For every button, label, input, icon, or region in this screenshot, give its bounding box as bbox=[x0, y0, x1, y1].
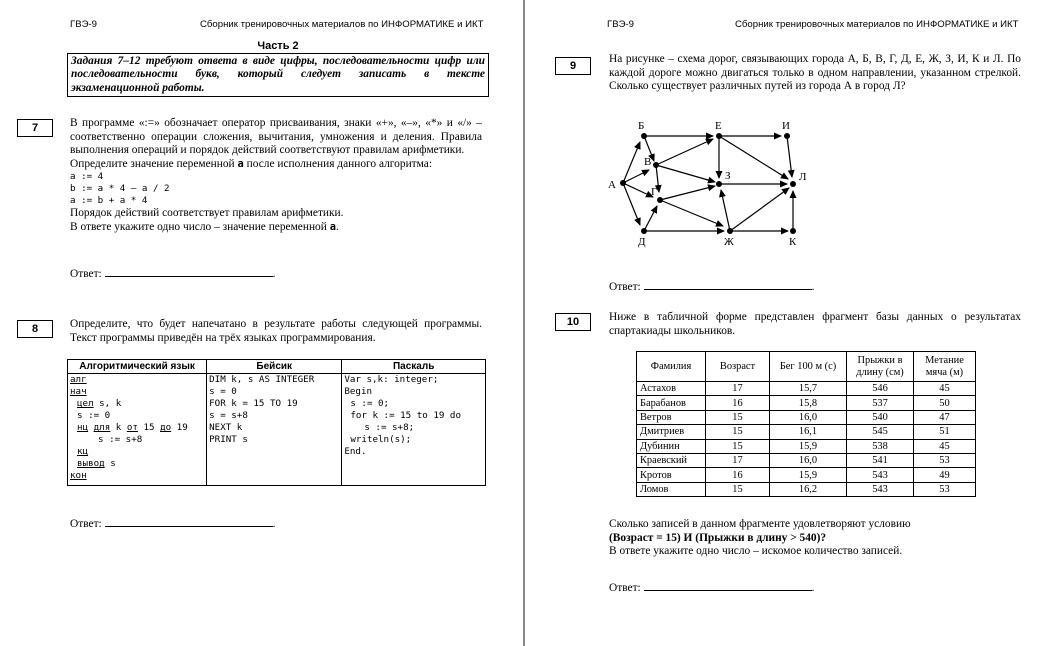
task-7-para2: Определите значение переменной a после исполнения данного алгоритма: bbox=[70, 157, 432, 170]
label-I: И bbox=[782, 120, 790, 132]
alg-code: алг нач цел s, k s := 0 нц для k от 15 до 19 s := s+8 кц вывод s кон bbox=[68, 374, 207, 486]
task-8-answer[interactable]: Ответ: . bbox=[70, 518, 276, 530]
table-row: Барабанов 16 15,8 537 50 bbox=[637, 396, 976, 410]
task-10-number: 10 bbox=[555, 313, 591, 331]
task-7-para1: В программе «:=» обозначает оператор присваивания, знаки «+», «–», «*» и «/» – соответственно операции сложения, вычитания, умножения и деления. Правила выполнения операций и порядок действий соответствуют правилам арифметики. bbox=[70, 117, 482, 157]
node-Z bbox=[716, 181, 722, 187]
road-graph bbox=[603, 118, 833, 250]
task-9-text: На рисунке – схема дорог, связывающих города А, Б, В, Г, Д, Е, Ж, З, И, К и Л. По каждой дороге можно двигаться только в одном направлении, указанном стрелкой. Сколько существует различных путей из города А в город Л? bbox=[609, 53, 1021, 93]
col-surname: Фамилия bbox=[637, 352, 706, 382]
table-row: Астахов 17 15,7 546 45 bbox=[637, 382, 976, 396]
edge-D-G bbox=[644, 206, 657, 231]
task-7-para4: В ответе укажите одно число – значение переменной a. bbox=[70, 220, 339, 233]
task-9-number: 9 bbox=[555, 57, 591, 75]
table-row: Ветров 15 16,0 540 47 bbox=[637, 410, 976, 424]
table-row: Кротов 16 15,9 543 49 bbox=[637, 468, 976, 482]
node-K bbox=[790, 228, 796, 234]
node-A bbox=[620, 180, 626, 186]
label-L: Л bbox=[799, 171, 807, 183]
col-throw: Метание мяча (м) bbox=[914, 352, 976, 382]
alg-line-5: нц для k от 15 до 19 bbox=[77, 422, 188, 433]
header-code: ГВЭ-9 bbox=[70, 19, 98, 30]
label-A: А bbox=[608, 179, 616, 191]
node-L bbox=[790, 181, 796, 187]
task-10-answer[interactable]: Ответ: . bbox=[609, 582, 815, 594]
task-7-code-line-1: a := 4 bbox=[70, 171, 104, 183]
node-G bbox=[657, 197, 663, 203]
edge-ZH-L bbox=[730, 188, 789, 231]
col-alg: Алгоритмический язык bbox=[68, 360, 207, 374]
node-ZH bbox=[727, 228, 733, 234]
label-Z: З bbox=[725, 170, 731, 182]
part-title: Часть 2 bbox=[257, 40, 299, 52]
label-B: Б bbox=[638, 120, 645, 132]
task-8-number: 8 bbox=[17, 320, 53, 338]
program-table bbox=[67, 359, 486, 486]
table-row: Дмитриев 15 16,1 545 51 bbox=[637, 425, 976, 439]
col-pascal: Паскаль bbox=[342, 360, 486, 374]
instruction-box: Задания 7–12 требуют ответа в виде цифры, последовательности цифр или последовательности букв, который следует записать в тексте экзаменационной работы. bbox=[67, 53, 489, 97]
table-row: Ломов 15 16,2 543 53 bbox=[637, 482, 976, 496]
label-V: В bbox=[644, 156, 652, 168]
results-table bbox=[636, 351, 976, 497]
left-page bbox=[0, 0, 520, 646]
right-page bbox=[523, 0, 1045, 646]
col-jump: Прыжки в длину (см) bbox=[847, 352, 914, 382]
task-9-answer[interactable]: Ответ: . bbox=[609, 281, 815, 293]
label-D: Д bbox=[638, 236, 646, 248]
task-7-para3: Порядок действий соответствует правилам арифметики. bbox=[70, 207, 344, 220]
col-run: Бег 100 м (с) bbox=[770, 352, 847, 382]
node-I bbox=[784, 133, 790, 139]
label-G: Г bbox=[651, 186, 658, 198]
task-10-question: Сколько записей в данном фрагменте удовлетворяют условию (Возраст = 15) И (Прыжки в длину > 540)? В ответе укажите одно число – искомое количество записей. bbox=[609, 518, 1029, 559]
task-10-condition: (Возраст = 15) И (Прыжки в длину > 540)? bbox=[609, 531, 827, 544]
edge-G-ZH bbox=[660, 200, 723, 226]
task-7-number: 7 bbox=[17, 119, 53, 137]
task-7-code-line-3: a := b + a * 4 bbox=[70, 195, 148, 207]
col-basic: Бейсик bbox=[207, 360, 342, 374]
edge-A-B bbox=[623, 142, 640, 183]
label-ZH: Ж bbox=[724, 236, 734, 248]
node-V bbox=[653, 162, 659, 168]
table-row: Краевский 17 16,0 541 53 bbox=[637, 453, 976, 467]
header-title: Сборник тренировочных материалов по ИНФОРМАТИКЕ и ИКТ bbox=[735, 19, 1019, 30]
label-K: К bbox=[789, 236, 797, 248]
edge-V-Z bbox=[656, 165, 715, 182]
node-D bbox=[641, 228, 647, 234]
task-8-text: Определите, что будет напечатано в результате работы следующей программы. Текст программы приведён на трёх языках программирования. bbox=[70, 318, 482, 344]
header-code: ГВЭ-9 bbox=[607, 19, 635, 30]
node-B bbox=[641, 133, 647, 139]
edge-V-E bbox=[656, 139, 713, 165]
edge-I-L bbox=[787, 136, 792, 177]
label-E: Е bbox=[715, 120, 722, 132]
edge-G-Z bbox=[660, 186, 715, 200]
alg-line-8: вывод s bbox=[77, 458, 116, 469]
col-age: Возраст bbox=[706, 352, 770, 382]
basic-code: DIM k, s AS INTEGER s = 0 FOR k = 15 TO 19 s = s+8 NEXT k PRINT s bbox=[207, 374, 342, 486]
node-E bbox=[716, 133, 722, 139]
alg-line-3: цел s, k bbox=[77, 398, 122, 409]
task-10-text: Ниже в табличной форме представлен фрагмент базы данных о результатах спартакиады школьников. bbox=[609, 311, 1021, 337]
pascal-code: Var s,k: integer; Begin s := 0; for k := 15 to 19 do s := s+8; writeln(s); End. bbox=[342, 374, 486, 486]
task-7-code-line-2: b := a * 4 – a / 2 bbox=[70, 183, 170, 195]
task-7-text bbox=[70, 117, 482, 235]
task-7-answer[interactable]: Ответ: . bbox=[70, 268, 276, 280]
edge-ZH-Z bbox=[721, 190, 730, 231]
table-row: Дубинин 15 15,9 538 45 bbox=[637, 439, 976, 453]
header-title: Сборник тренировочных материалов по ИНФОРМАТИКЕ и ИКТ bbox=[200, 19, 484, 30]
edge-A-V bbox=[623, 170, 649, 183]
